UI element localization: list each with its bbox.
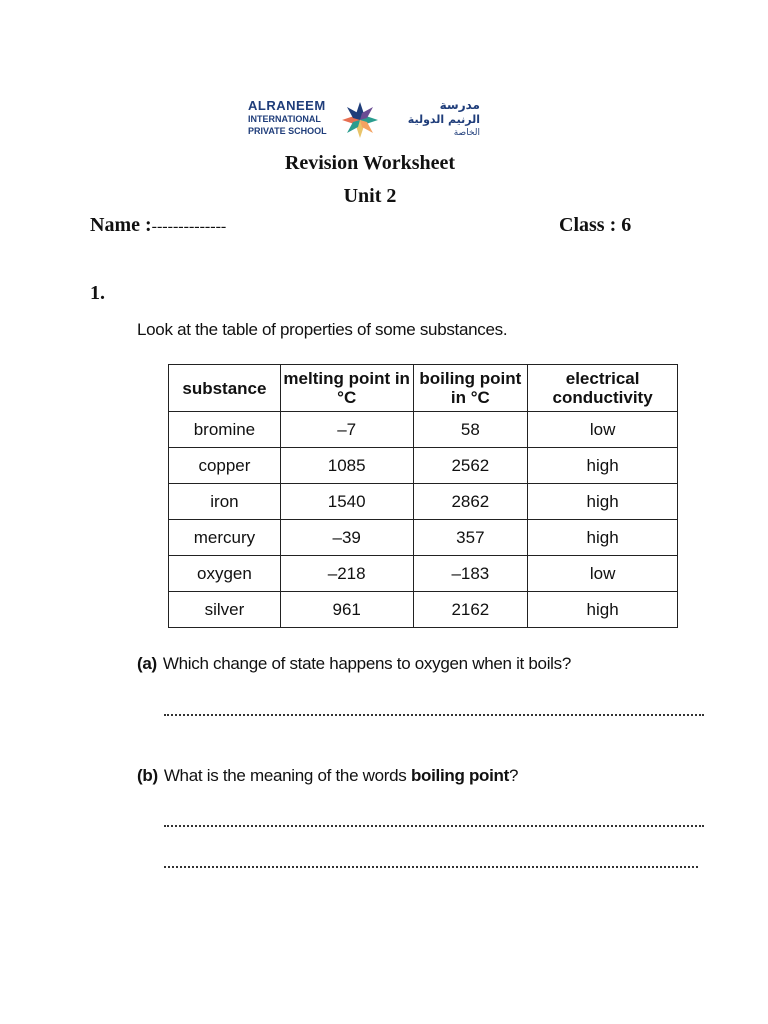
- cell-conductivity: low: [528, 556, 678, 592]
- class-label: Class : 6: [559, 214, 632, 236]
- logo-arabic-line1: مدرسة: [439, 98, 480, 112]
- header-boiling-point: [413, 365, 528, 412]
- answer-line-b1[interactable]: [164, 825, 704, 827]
- table-row: [169, 556, 678, 592]
- properties-table: [168, 364, 678, 628]
- header-conductivity-text: electrical conductivity: [552, 369, 653, 407]
- header-substance: [169, 365, 281, 412]
- logo-arabic-line2: الرنيم الدولية: [407, 113, 480, 126]
- part-a-label: (a): [137, 654, 157, 673]
- cell-melting-point: –7: [280, 412, 413, 448]
- table-header-row: [169, 365, 678, 412]
- table-row: [169, 484, 678, 520]
- cell-substance: copper: [169, 448, 281, 484]
- part-b-text: What is the meaning of the words: [163, 766, 411, 785]
- logo-english-text: [248, 98, 340, 137]
- cell-conductivity: high: [528, 484, 678, 520]
- cell-conductivity: high: [528, 448, 678, 484]
- answer-line-a[interactable]: [164, 714, 704, 716]
- part-b-question-mark: ?: [509, 766, 519, 785]
- part-b-label: (b): [137, 766, 158, 785]
- table-row: [169, 520, 678, 556]
- cell-melting-point: 961: [280, 592, 413, 628]
- name-label: Name :: [90, 214, 152, 236]
- question-part-a: [137, 654, 571, 674]
- cell-boiling-point: 357: [413, 520, 528, 556]
- header-boiling-point-text: boiling point in °C: [419, 369, 522, 407]
- table-row: [169, 592, 678, 628]
- header-melting-point-text: melting point in °C: [283, 369, 410, 407]
- answer-line-b2[interactable]: [164, 866, 698, 868]
- cell-substance: silver: [169, 592, 281, 628]
- cell-substance: oxygen: [169, 556, 281, 592]
- name-field: [90, 214, 226, 237]
- question-number: 1.: [90, 282, 105, 304]
- cell-boiling-point: 2162: [413, 592, 528, 628]
- cell-substance: iron: [169, 484, 281, 520]
- cell-melting-point: 1540: [280, 484, 413, 520]
- cell-boiling-point: –183: [413, 556, 528, 592]
- worksheet-title: Revision Worksheet: [284, 152, 456, 174]
- table-row: [169, 412, 678, 448]
- table-row: [169, 448, 678, 484]
- question-intro: Look at the table of properties of some substances.: [137, 320, 508, 339]
- cell-substance: bromine: [169, 412, 281, 448]
- logo-arabic-text: [384, 98, 480, 139]
- question-part-b: [137, 766, 518, 786]
- logo-name: ALRANEEM: [248, 98, 326, 113]
- cell-boiling-point: 2862: [413, 484, 528, 520]
- part-a-text: Which change of state happens to oxygen when it boils?: [162, 654, 572, 673]
- header-electrical-conductivity: [528, 365, 678, 412]
- logo-arabic-line3: الخاصة: [453, 128, 480, 138]
- cell-conductivity: high: [528, 592, 678, 628]
- school-logo: [248, 98, 480, 144]
- header-substance-text: substance: [182, 378, 267, 398]
- cell-conductivity: high: [528, 520, 678, 556]
- cell-melting-point: 1085: [280, 448, 413, 484]
- cell-substance: mercury: [169, 520, 281, 556]
- header-melting-point: [280, 365, 413, 412]
- unit-title: Unit 2: [343, 185, 397, 207]
- logo-line-private-school: PRIVATE SCHOOL: [248, 126, 327, 136]
- cell-boiling-point: 58: [413, 412, 528, 448]
- logo-line-international: INTERNATIONAL: [248, 114, 321, 124]
- part-b-bold-term: boiling point: [410, 766, 510, 785]
- cell-melting-point: –218: [280, 556, 413, 592]
- star-emblem-icon: [340, 100, 380, 140]
- cell-melting-point: –39: [280, 520, 413, 556]
- name-blank: --------------: [151, 218, 227, 235]
- cell-boiling-point: 2562: [413, 448, 528, 484]
- cell-conductivity: low: [528, 412, 678, 448]
